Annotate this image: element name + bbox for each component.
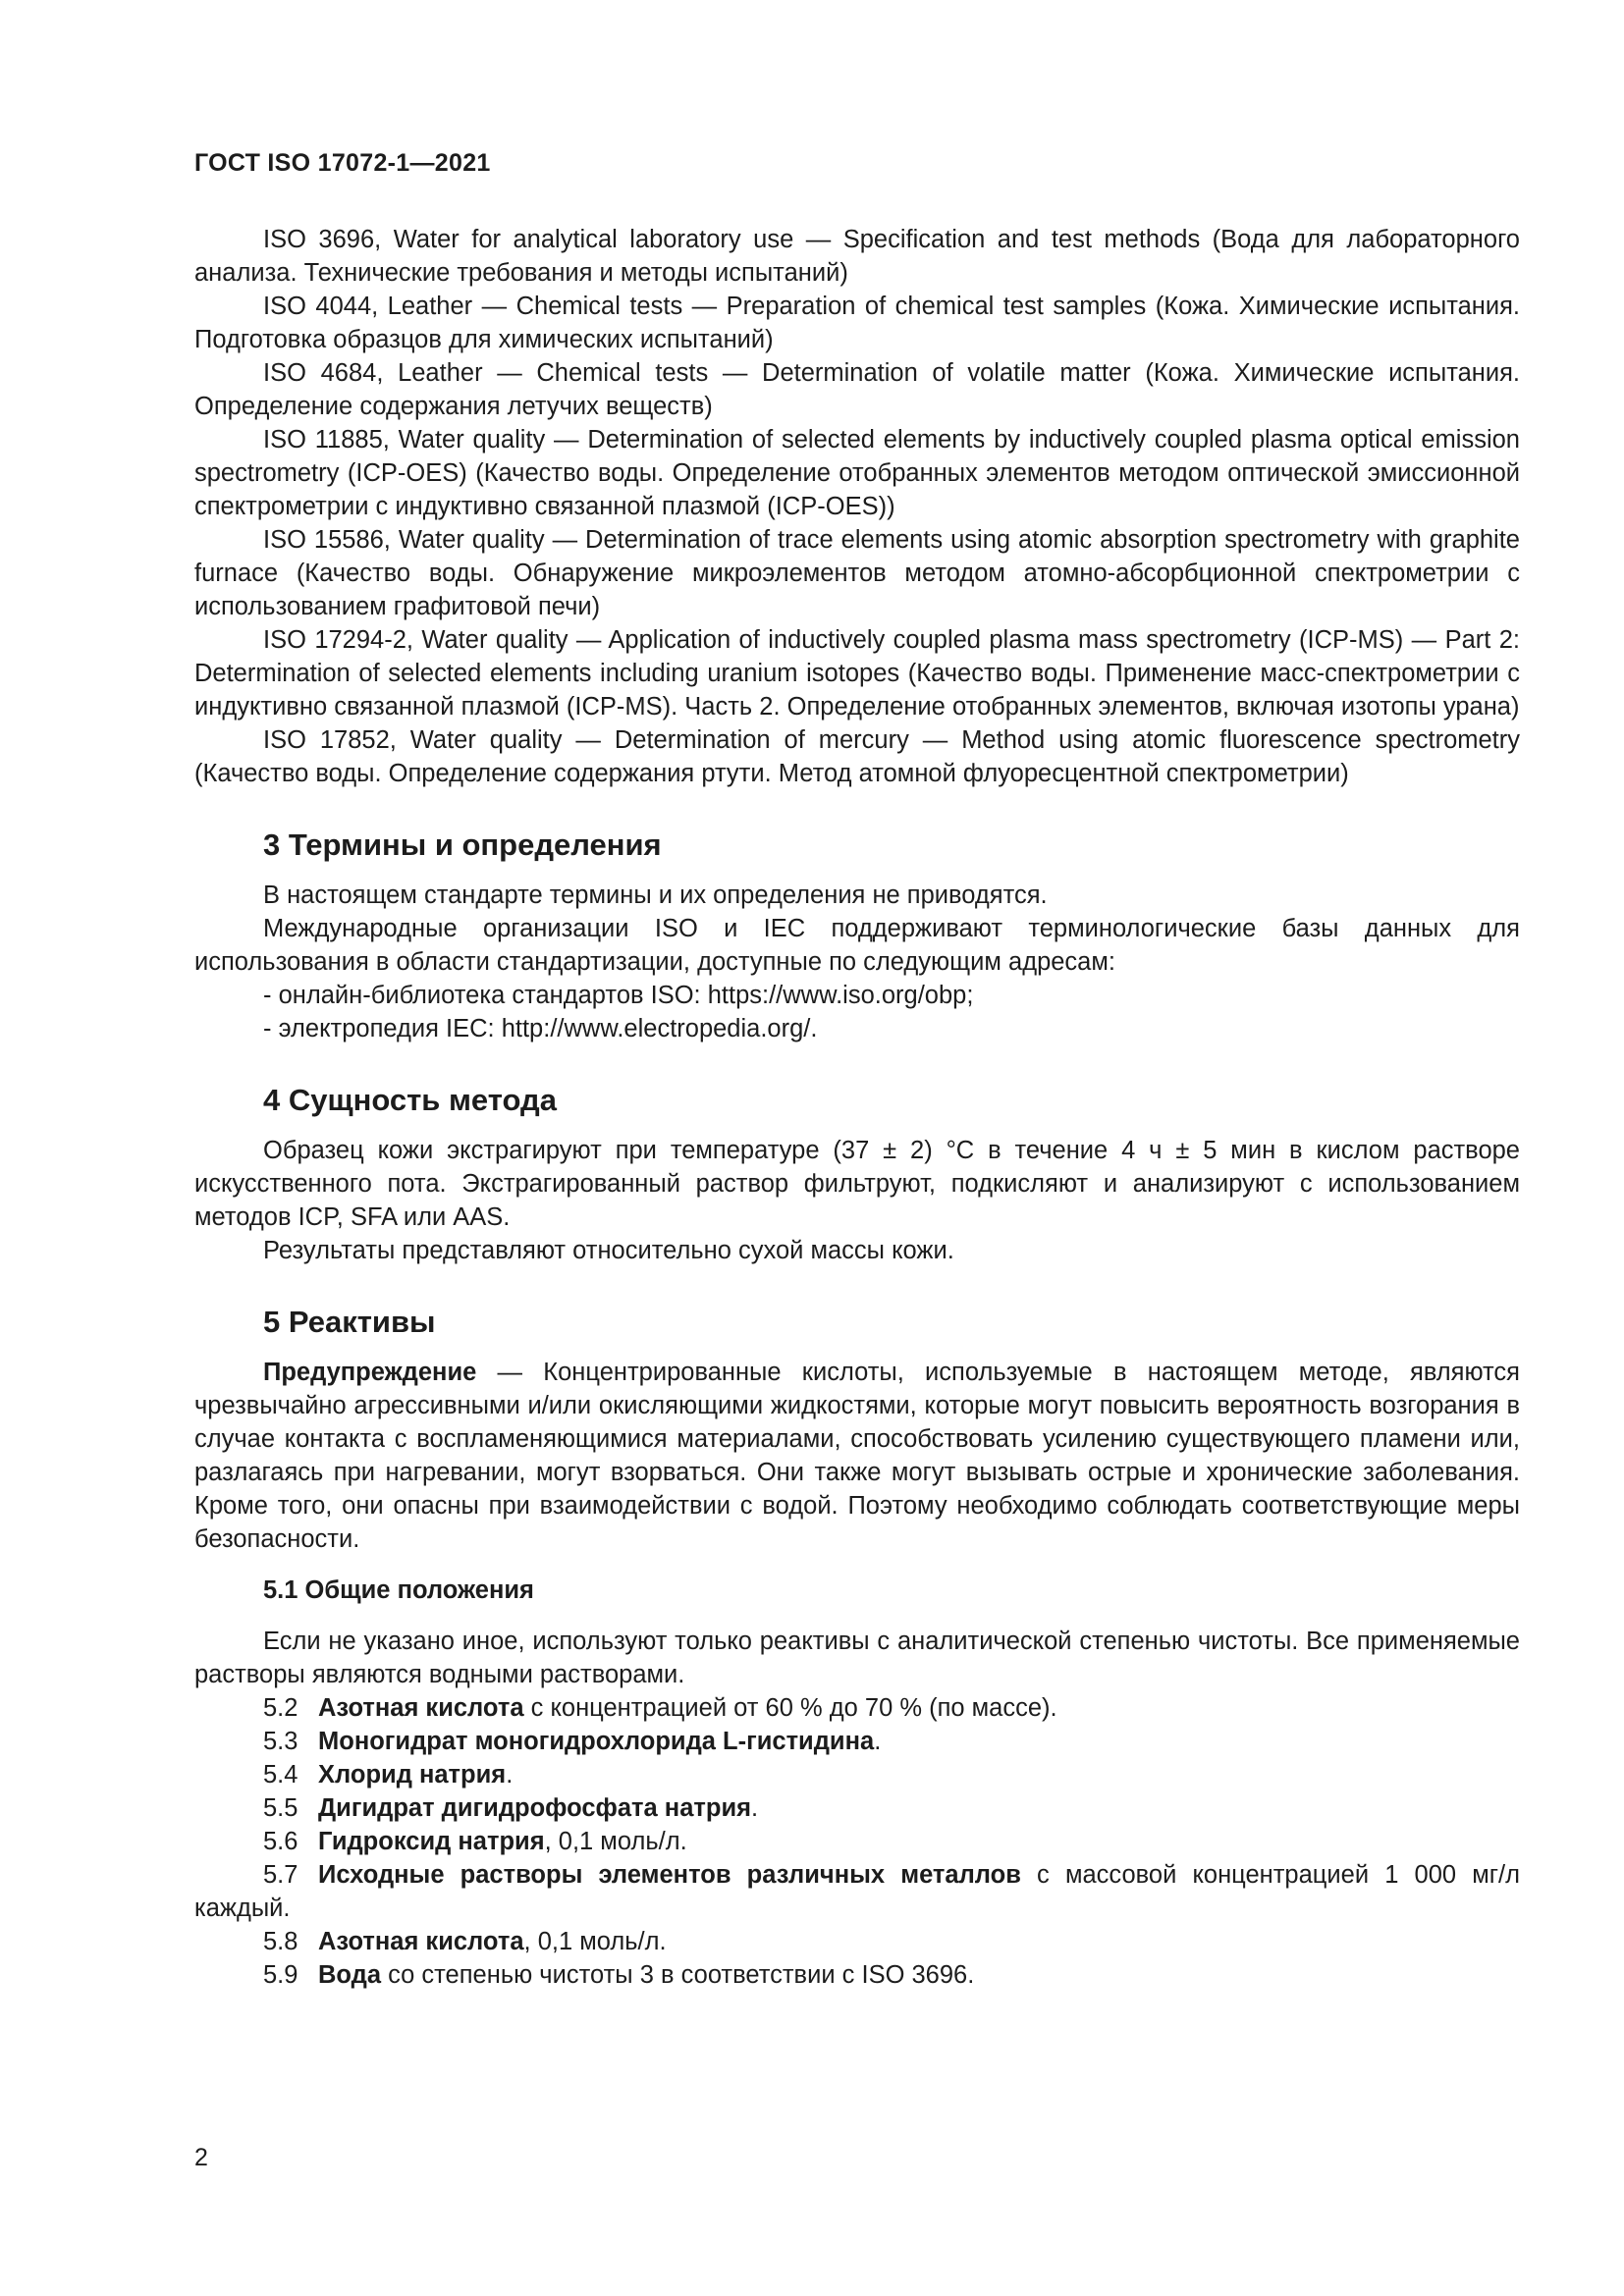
- reagent-item: [194, 1758, 1520, 1791]
- item-number: 5.4: [263, 1761, 298, 1789]
- item-name: Гидроксид натрия: [318, 1828, 545, 1855]
- reference-item: ISO 4684, Leather — Chemical tests — Determination of volatile matter (Кожа. Химические испытания. Определение содержания летучих веществ): [194, 359, 1520, 420]
- reagent-item: [194, 1791, 1520, 1825]
- subsection-5-1-text: Если не указано иное, используют только реактивы с аналитической степенью чистоты. Все применяемые растворы являются водными растворами.: [194, 1628, 1520, 1688]
- item-name: Азотная кислота: [318, 1694, 524, 1722]
- item-name: Вода: [318, 1961, 382, 1989]
- item-text: .: [874, 1728, 882, 1755]
- reagent-item: [194, 1825, 1520, 1858]
- reference-item: ISO 11885, Water quality — Determination of selected elements by inductively coupled plasma optical emission spectrometry (ICP-OES) (Качество воды. Определение отобранных элементов методом оптической эмиссионной спектрометрии с индуктивно связанной плазмой (ICP-OES)): [194, 426, 1520, 520]
- section-5-title: 5 Реактивы: [263, 1305, 436, 1339]
- document-header: ГОСТ ISO 17072-1—2021: [194, 149, 491, 177]
- item-number: 5.2: [263, 1694, 298, 1722]
- section-3-title: 3 Термины и определения: [263, 828, 662, 862]
- section-3-list-item: - онлайн-библиотека стандартов ISO: https://www.iso.org/obp;: [263, 982, 974, 1009]
- reference-item: ISO 17294-2, Water quality — Application of inductively coupled plasma mass spectrometry (ICP-MS) — Part 2: Determination of selected elements including uranium isotopes (Качество воды. Применение масс-спектрометрии с индуктивно связанной плазмой (ICP-MS). Часть 2. Определение отобранных элементов, включая изотопы урана): [194, 626, 1520, 721]
- item-text: , 0,1 моль/л.: [544, 1828, 687, 1855]
- item-name: Азотная кислота: [318, 1928, 524, 1955]
- item-name: Моногидрат моногидрохлорида L-гистидина: [318, 1728, 875, 1755]
- item-name: Дигидрат дигидрофосфата натрия: [318, 1794, 752, 1822]
- item-number: 5.3: [263, 1728, 298, 1755]
- item-number: 5.5: [263, 1794, 298, 1822]
- item-text: с массовой концентрацией 1 000 мг/л каждый.: [194, 1861, 1520, 1922]
- section-3-paragraph: В настоящем стандарте термины и их определения не приводятся.: [263, 881, 1048, 909]
- reference-item: ISO 17852, Water quality — Determination of mercury — Method using atomic fluorescence spectrometry (Качество воды. Определение содержания ртути. Метод атомной флуоресцентной спектрометрии): [194, 726, 1520, 787]
- reference-item: ISO 4044, Leather — Chemical tests — Preparation of chemical test samples (Кожа. Химические испытания. Подготовка образцов для химических испытаний): [194, 293, 1520, 353]
- item-name: Хлорид натрия: [318, 1761, 507, 1789]
- reagent-item: [194, 1725, 1520, 1758]
- section-3-paragraph: Международные организации ISO и IEC поддерживают терминологические базы данных для использования в области стандартизации, доступные по следующим адресам:: [194, 915, 1520, 976]
- item-text: , 0,1 моль/л.: [523, 1928, 667, 1955]
- page-content: [194, 223, 1520, 1992]
- section-4-paragraph: Результаты представляют относительно сухой массы кожи.: [263, 1237, 954, 1264]
- reagent-item: [194, 1958, 1520, 1992]
- reagent-item: [194, 1691, 1520, 1725]
- page-number: 2: [194, 2144, 208, 2171]
- warning-text: — Концентрированные кислоты, используемые в настоящем методе, являются чрезвычайно агрессивными и/или окисляющими жидкостями, которые могут повысить вероятность возгорания в случае контакта с воспламеняющимися материалами, способствовать усилению существующего пламени или, разлагаясь при нагревании, могут взорваться. Они также могут вызывать острые и хронические заболевания. Кроме того, они опасны при взаимодействии с водой. Поэтому необходимо соблюдать соответствующие меры безопасности.: [194, 1359, 1520, 1553]
- warning-paragraph: [194, 1356, 1520, 1556]
- item-number: 5.7: [263, 1861, 298, 1889]
- item-text: .: [751, 1794, 759, 1822]
- section-4-title: 4 Сущность метода: [263, 1083, 557, 1117]
- reference-item: ISO 3696, Water for analytical laboratory use — Specification and test methods (Вода для лабораторного анализа. Технические требования и методы испытаний): [194, 226, 1520, 287]
- reagent-item: [194, 1858, 1520, 1925]
- warning-label: Предупреждение: [263, 1359, 477, 1386]
- reagent-item: [194, 1925, 1520, 1958]
- item-text: со степенью чистоты 3 в соответствии с ISO 3696.: [381, 1961, 975, 1989]
- subsection-5-1-title: 5.1 Общие положения: [263, 1576, 534, 1604]
- item-text: .: [506, 1761, 514, 1789]
- item-number: 5.6: [263, 1828, 298, 1855]
- normative-references-list: [194, 223, 1520, 790]
- reference-item: ISO 15586, Water quality — Determination of trace elements using atomic absorption spectrometry with graphite furnace (Качество воды. Обнаружение микроэлементов методом атомно-абсорбционной спектрометрии с использованием графитовой печи): [194, 526, 1520, 620]
- item-text: с концентрацией от 60 % до 70 % (по массе).: [523, 1694, 1057, 1722]
- item-name: Исходные растворы элементов различных металлов: [318, 1861, 1021, 1889]
- item-number: 5.8: [263, 1928, 298, 1955]
- section-3-list-item: - электропедия IEC: http://www.electropedia.org/.: [263, 1015, 818, 1042]
- section-4-paragraph: Образец кожи экстрагируют при температуре (37 ± 2) °С в течение 4 ч ± 5 мин в кислом растворе искусственного пота. Экстрагированный раствор фильтруют, подкисляют и анализируют с использованием методов ICP, SFA или AAS.: [194, 1137, 1520, 1231]
- item-number: 5.9: [263, 1961, 298, 1989]
